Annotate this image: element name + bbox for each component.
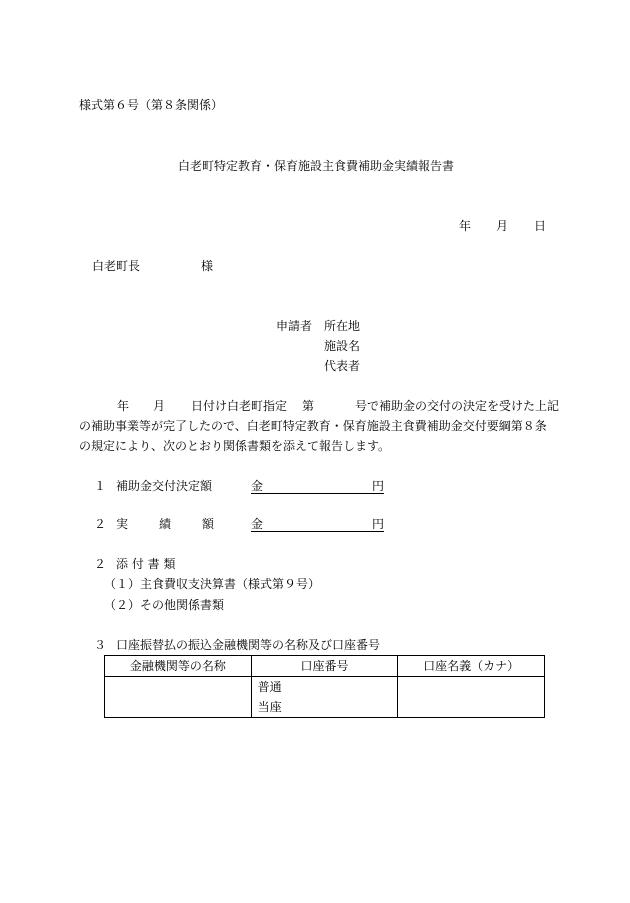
addressee-honorific: 様 (201, 259, 214, 273)
amount-prefix: 金 (251, 517, 264, 531)
applicant-representative-label: 代表者 (324, 359, 361, 373)
header-account-number: 口座番号 (251, 656, 398, 677)
item-number: ２ (94, 557, 107, 571)
item-label: 補助金交付決定額 (116, 479, 213, 493)
amount-suffix: 円 (372, 479, 385, 493)
body-line2: の補助事業等が完了したので、白老町特定教育・保育施設主食費補助金交付要綱第８条 (79, 419, 547, 433)
body-month: 月 (153, 399, 166, 413)
item-label-char: 績 (159, 517, 172, 531)
bank-account-table (104, 655, 545, 718)
account-number-cell[interactable] (251, 677, 398, 718)
table-header-row (105, 656, 545, 677)
applicant-label: 申請者 (276, 319, 313, 333)
form-number: 様式第６号（第８条関係） (79, 98, 224, 112)
amount-suffix: 円 (372, 517, 385, 531)
account-holder-cell[interactable] (398, 677, 545, 718)
amount-prefix: 金 (251, 479, 264, 493)
amount-underline (251, 531, 384, 532)
item-label: 口座振替払の振込金融機関等の名称及び口座番号 (116, 638, 381, 652)
table-row (105, 677, 545, 718)
date-year: 年 (459, 219, 472, 233)
applicant-facility-label: 施設名 (324, 339, 361, 353)
item-number: １ (94, 479, 107, 493)
account-type-ordinary: 普通 (257, 680, 282, 694)
body-number-prefix: 第 (302, 399, 315, 413)
amount-underline (251, 493, 384, 494)
body-line1-rest: 号で補助金の交付の決定を受けた上記 (355, 399, 560, 413)
attachment-item: （１）主食費収支決算書（様式第９号） (104, 577, 321, 591)
item-number: ３ (94, 638, 107, 652)
date-day: 日 (534, 219, 547, 233)
addressee-name: 白老町長 (92, 259, 141, 273)
body-date-text: 日付け白老町指定 (191, 399, 288, 413)
item-label-char: 額 (202, 517, 215, 531)
header-bank-name: 金融機関等の名称 (105, 656, 252, 677)
applicant-address-label: 所在地 (324, 319, 361, 333)
bank-name-cell[interactable] (105, 677, 252, 718)
body-year: 年 (117, 399, 130, 413)
body-line3: の規定により、次のとおり関係書類を添えて報告します。 (79, 439, 391, 453)
item-label-char: 実 (116, 517, 129, 531)
item-label: 添 付 書 類 (116, 557, 176, 571)
date-month: 月 (496, 219, 509, 233)
header-account-holder: 口座名義（カナ） (398, 656, 545, 677)
item-number: ２ (94, 517, 107, 531)
document-title: 白老町特定教育・保育施設主食費補助金実績報告書 (178, 159, 455, 173)
account-type-checking: 当座 (257, 700, 282, 714)
attachment-item: （２）その他関係書類 (104, 598, 225, 612)
